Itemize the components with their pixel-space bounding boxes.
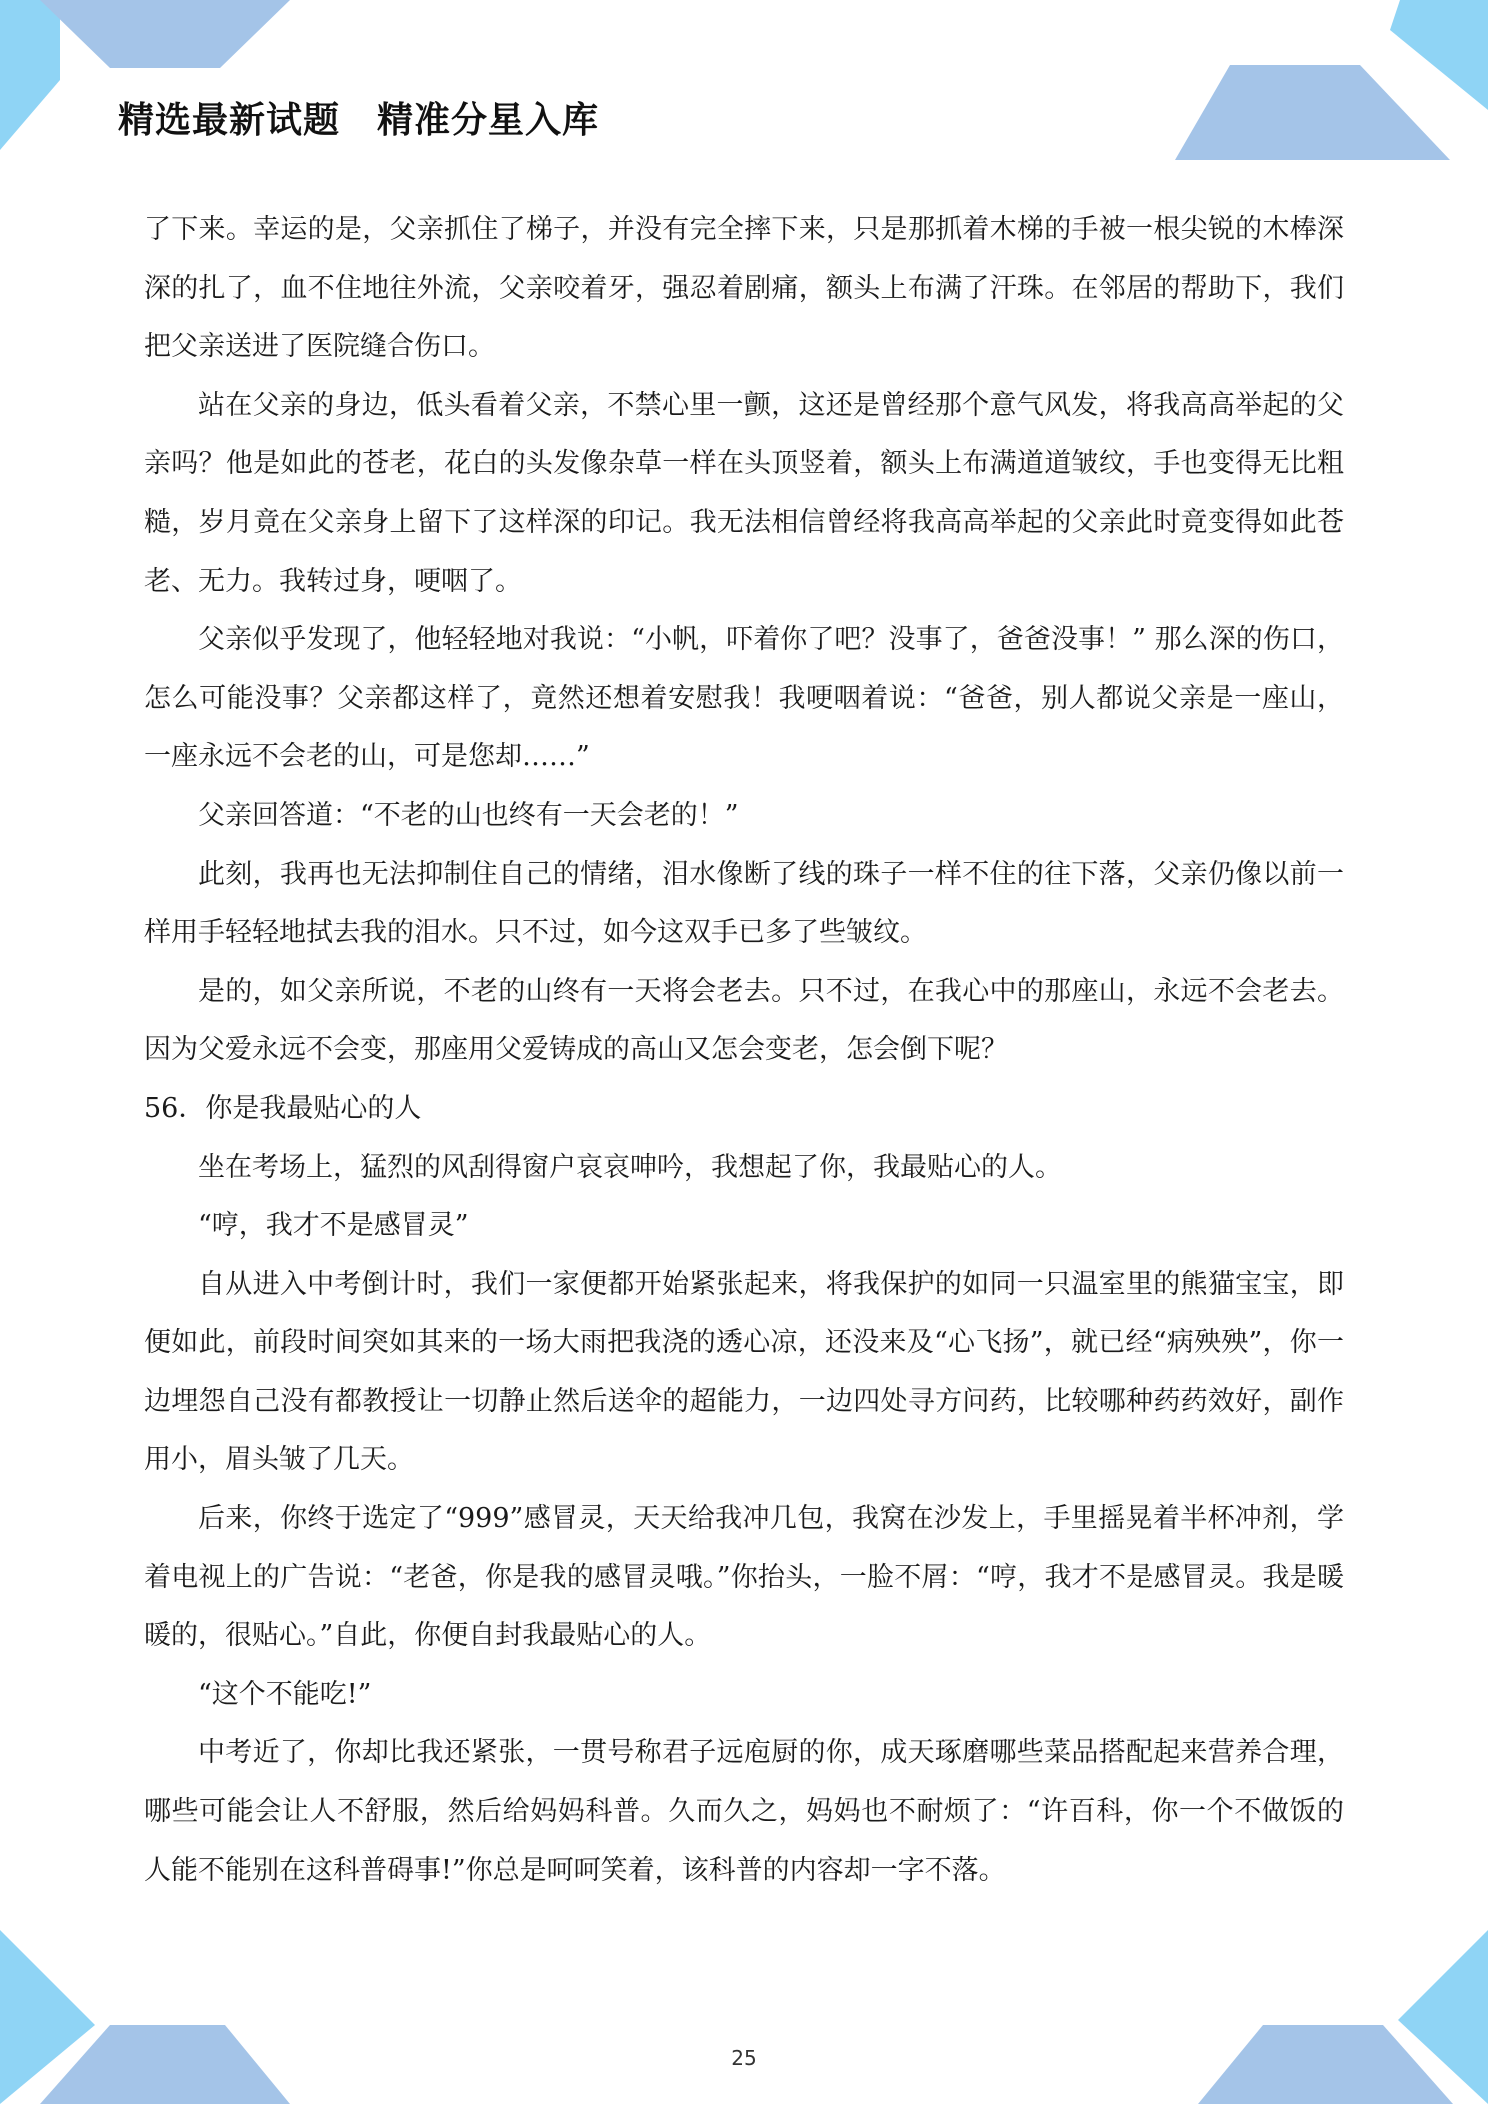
paragraph: 站在父亲的身边，低头看着父亲，不禁心里一颤，这还是曾经那个意气风发，将我高高举起的父亲吗？他是如此的苍老，花白的头发像杂草一样在头顶竖着，额头上布满道道皱纹，手也变得无比粗糙，岁月竟在父亲身上留下了这样深的印记。我无法相信曾经将我高高举起的父亲此时竟变得如此苍老、无力。我转过身，哽咽了。 — [144, 389, 1344, 597]
paragraph: “这个不能吃!” — [198, 1678, 372, 1710]
paragraph: 自从进入中考倒计时，我们一家便都开始紧张起来，将我保护的如同一只温室里的熊猫宝宝，即便如此，前段时间突如其来的一场大雨把我浇的透心凉，还没来及“心飞扬”，就已经“病殃殃”，你一边埋怨自己没有都教授让一切静止然后送伞的超能力，一边四处寻方问药，比较哪种药药效好，副作用小，眉头皱了几天。 — [144, 1268, 1344, 1476]
paragraph: 此刻，我再也无法抑制住自己的情绪，泪水像断了线的珠子一样不住的往下落，父亲仍像以前一样用手轻轻地拭去我的泪水。只不过，如今这双手已多了些皱纹。 — [144, 858, 1344, 949]
paragraph: 中考近了，你却比我还紧张，一贯号称君子远庖厨的你，成天琢磨哪些菜品搭配起来营养合理，哪些可能会让人不舒服，然后给妈妈科普。久而久之，妈妈也不耐烦了：“许百科，你一个不做饭的人能不能别在这科普碍事!”你总是呵呵笑着，该科普的内容却一字不落。 — [144, 1737, 1344, 1886]
top-left-trapezoid — [40, 0, 290, 68]
bottom-right-decoration — [1188, 1930, 1488, 2104]
paragraph: 父亲回答道：“不老的山也终有一天会老的！” — [198, 799, 739, 831]
paragraph: 56．你是我最贴心的人 — [144, 1092, 422, 1124]
top-right-triangle — [1390, 0, 1488, 110]
paragraph: 了下来。幸运的是，父亲抓住了梯子，并没有完全摔下来，只是那抓着木梯的手被一根尖锐的木棒深深的扎了，血不住地往外流，父亲咬着牙，强忍着剧痛，额头上布满了汗珠。在邻居的帮助下，我们把父亲送进了医院缝合伤口。 — [144, 214, 1344, 363]
header-title: 精选最新试题 精准分星入库 — [118, 100, 600, 141]
paragraph: 是的，如父亲所说，不老的山终有一天将会老去。只不过，在我心中的那座山，永远不会老去。因为父爱永远不会变，那座用父爱铸成的高山又怎会变老，怎会倒下呢？ — [144, 975, 1344, 1066]
bottom-left-decoration — [0, 1930, 300, 2104]
paragraph: “哼，我才不是感冒灵” — [198, 1210, 469, 1242]
paragraph: 父亲似乎发现了，他轻轻地对我说：“小帆，吓着你了吧？没事了，爸爸没事！” 那么深的伤口，怎么可能没事？父亲都这样了，竟然还想着安慰我！我哽咽着说：“爸爸，别人都说父亲是一座山，一座永远不会老的山，可是您却……” — [144, 624, 1344, 773]
paragraph: 坐在考场上，猛烈的风刮得窗户哀哀呻吟，我想起了你，我最贴心的人。 — [198, 1151, 1062, 1183]
top-right-decoration — [1160, 0, 1488, 165]
page-number: 25 — [731, 2046, 757, 2070]
top-right-trapezoid — [1175, 65, 1450, 160]
top-left-triangle — [0, 0, 60, 150]
paragraph: 后来，你终于选定了“999”感冒灵，天天给我冲几包，我窝在沙发上，手里摇晃着半杯冲剂，学着电视上的广告说：“老爸，你是我的感冒灵哦。”你抬头，一脸不屑：“哼，我才不是感冒灵。我是暖暖的，很贴心。”自此，你便自封我最贴心的人。 — [144, 1503, 1344, 1652]
essay-content — [144, 201, 1344, 1900]
